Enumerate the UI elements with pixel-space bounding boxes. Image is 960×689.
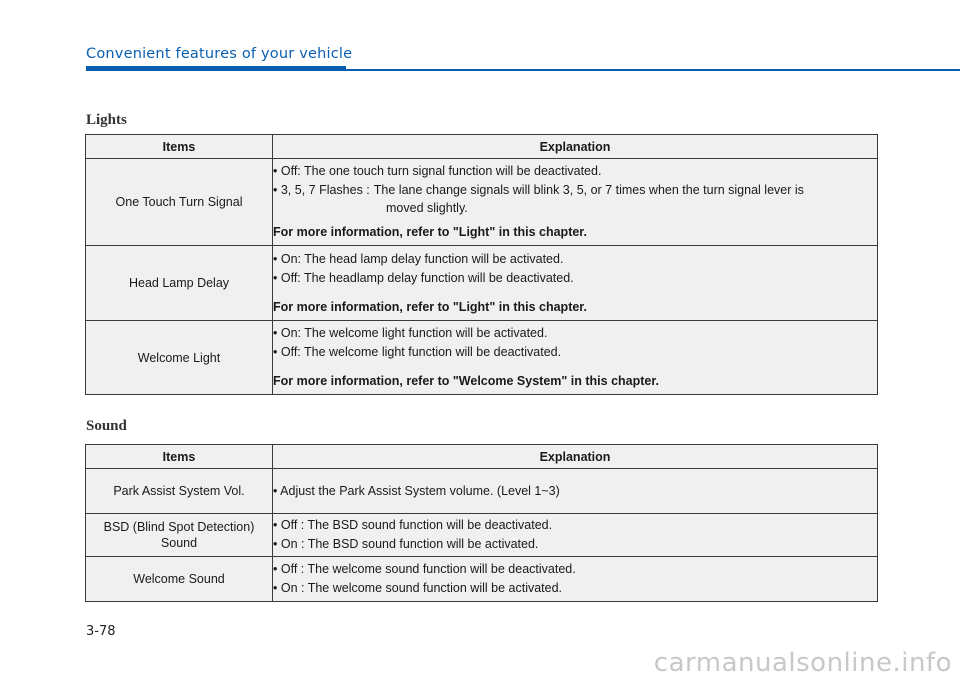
table-row	[86, 246, 878, 321]
explanation-line: • Off : The BSD sound function will be deactivated.	[273, 518, 553, 532]
table-row	[86, 469, 878, 514]
explanation-line: • Off: The welcome light function will be deactivated.	[273, 345, 562, 359]
item-cell: Welcome Sound	[86, 557, 273, 602]
chapter-title: Convenient features of your vehicle	[86, 46, 353, 62]
explanation-cell	[273, 557, 878, 602]
table-row	[86, 514, 878, 557]
explanation-cell	[273, 159, 878, 246]
explanation-line	[273, 183, 877, 197]
item-cell: One Touch Turn Signal	[86, 159, 273, 246]
column-header-explanation: Explanation	[273, 445, 878, 469]
explanation-line: • Off : The welcome sound function will be deactivated.	[273, 562, 576, 576]
reference-note: For more information, refer to "Welcome System" in this chapter.	[273, 374, 660, 388]
flash-label: • 3, 5, 7 Flashes :	[273, 183, 370, 197]
table-header-row	[86, 445, 878, 469]
explanation-cell	[273, 514, 878, 557]
lights-section-title: Lights	[86, 112, 127, 128]
item-cell: Welcome Light	[86, 321, 273, 395]
reference-note: For more information, refer to "Light" in this chapter.	[273, 299, 587, 314]
explanation-line: • On: The welcome light function will be activated.	[273, 326, 548, 340]
page-number: 3-78	[86, 624, 116, 639]
lights-table	[85, 134, 878, 395]
explanation-line: • On : The welcome sound function will be activated.	[273, 581, 563, 595]
explanation-line: • On: The head lamp delay function will be activated.	[273, 251, 564, 266]
flash-text: The lane change signals will blink 3, 5, or 7 times when the turn signal lever is	[373, 183, 804, 197]
table-row	[86, 159, 878, 246]
item-cell	[86, 514, 273, 557]
explanation-line: • Adjust the Park Assist System volume. (Level 1~3)	[273, 483, 560, 498]
explanation-line: • On : The BSD sound function will be activated.	[273, 537, 539, 551]
explanation-cell	[273, 469, 878, 514]
item-label-line: Sound	[160, 536, 198, 550]
watermark: carmanualsonline.info	[653, 648, 952, 678]
column-header-items: Items	[86, 135, 273, 159]
item-cell: Park Assist System Vol.	[86, 469, 273, 514]
sound-table	[85, 444, 878, 602]
header-rule	[86, 69, 960, 71]
column-header-items: Items	[86, 445, 273, 469]
explanation-line-continued: moved slightly.	[386, 201, 468, 215]
sound-section-title: Sound	[86, 418, 127, 434]
table-row	[86, 321, 878, 395]
explanation-line: • Off: The headlamp delay function will be deactivated.	[273, 270, 574, 285]
explanation-cell	[273, 321, 878, 395]
item-label-line: BSD (Blind Spot Detection)	[103, 520, 255, 534]
item-cell: Head Lamp Delay	[86, 246, 273, 321]
table-header-row	[86, 135, 878, 159]
explanation-cell	[273, 246, 878, 321]
table-row	[86, 557, 878, 602]
column-header-explanation: Explanation	[273, 135, 878, 159]
explanation-line: • Off: The one touch turn signal function will be deactivated.	[273, 164, 602, 178]
reference-note: For more information, refer to "Light" in this chapter.	[273, 225, 587, 239]
